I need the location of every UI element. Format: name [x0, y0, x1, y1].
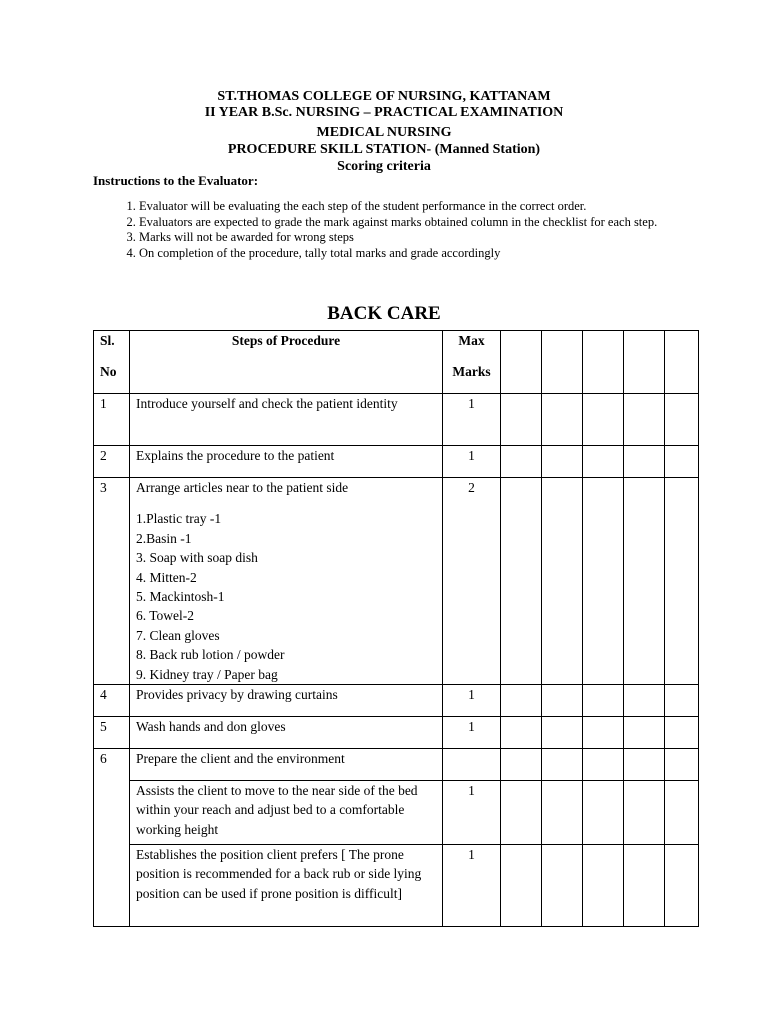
marks-cell[interactable]	[665, 717, 699, 749]
marks-cell[interactable]	[583, 446, 624, 478]
instruction-item: 2. Evaluators are expected to grade the mark against marks obtained column in the checklist for each step.	[139, 215, 729, 231]
marks-cell[interactable]	[624, 478, 665, 685]
marks-cell[interactable]	[501, 781, 542, 845]
instruction-item: 3. Marks will not be awarded for wrong steps	[139, 230, 729, 246]
marks-cell[interactable]	[583, 394, 624, 446]
instruction-item: 4. On completion of the procedure, tally total marks and grade accordingly	[139, 246, 729, 262]
subject-title: MEDICAL NURSING	[316, 125, 452, 140]
step-text: Introduce yourself and check the patient identity	[130, 394, 443, 446]
sl-no-header: Sl. No	[94, 331, 130, 394]
step-number: 4	[94, 685, 130, 717]
instructions-list	[93, 199, 729, 261]
marks-cell[interactable]	[501, 394, 542, 446]
marks-cell[interactable]	[501, 331, 542, 394]
step-text-main: Arrange articles near to the patient side	[136, 480, 349, 495]
marks-cell[interactable]	[665, 446, 699, 478]
marks-cell[interactable]	[624, 394, 665, 446]
articles-list	[136, 509, 436, 684]
marks-cell[interactable]	[542, 446, 583, 478]
step-number: 3	[94, 478, 130, 685]
marks-cell[interactable]	[542, 781, 583, 845]
marks-cell[interactable]	[665, 845, 699, 927]
article-item: 4. Mitten-2	[136, 569, 197, 585]
marks-cell[interactable]	[665, 685, 699, 717]
article-item: 6. Towel-2	[136, 608, 195, 624]
marks-cell[interactable]	[665, 394, 699, 446]
marks-cell[interactable]	[501, 685, 542, 717]
step-text: Assists the client to move to the near side of the bed within your reach and adjust bed to a comfortable working height	[130, 781, 443, 845]
marks-cell[interactable]	[501, 478, 542, 685]
marks-cell[interactable]	[501, 749, 542, 781]
marks-cell[interactable]	[583, 749, 624, 781]
step-number: 2	[94, 446, 130, 478]
max-marks: 1	[443, 446, 501, 478]
table-row	[94, 717, 699, 749]
max-marks: 1	[443, 685, 501, 717]
table-row	[94, 446, 699, 478]
marks-cell[interactable]	[583, 717, 624, 749]
station-title: PROCEDURE SKILL STATION- (Manned Station)	[227, 142, 541, 157]
marks-cell[interactable]	[583, 331, 624, 394]
marks-cell[interactable]	[542, 749, 583, 781]
marks-cell[interactable]	[624, 717, 665, 749]
max-marks: 1	[443, 717, 501, 749]
marks-cell[interactable]	[542, 394, 583, 446]
article-item: 5. Mackintosh-1	[136, 589, 225, 605]
article-item: 2.Basin -1	[136, 530, 192, 546]
college-name: ST.THOMAS COLLEGE OF NURSING, KATTANAM	[217, 89, 551, 104]
marks-cell[interactable]	[624, 685, 665, 717]
exam-title: II YEAR B.Sc. NURSING – PRACTICAL EXAMINATION	[204, 105, 564, 120]
marks-cell[interactable]	[624, 781, 665, 845]
step-text: Wash hands and don gloves	[130, 717, 443, 749]
max-marks: 1	[443, 394, 501, 446]
table-row	[94, 478, 699, 685]
marks-cell[interactable]	[542, 478, 583, 685]
article-item: 8. Back rub lotion / powder	[136, 647, 285, 663]
marks-cell[interactable]	[501, 717, 542, 749]
article-item: 3. Soap with soap dish	[136, 550, 258, 566]
table-header-row	[94, 331, 699, 394]
max-marks: 1	[443, 845, 501, 927]
article-item: 9. Kidney tray / Paper bag	[136, 666, 278, 682]
marks-cell[interactable]	[542, 331, 583, 394]
step-text: Establishes the position client prefers [ The prone position is recommended for a back rub or side lying position can be used if prone position is difficult]	[130, 845, 443, 927]
marks-cell[interactable]	[624, 845, 665, 927]
max-marks-header: Max Marks	[443, 331, 501, 394]
marks-cell[interactable]	[542, 717, 583, 749]
table-row	[94, 845, 699, 927]
marks-cell[interactable]	[583, 478, 624, 685]
table-row	[94, 685, 699, 717]
marks-cell[interactable]	[583, 845, 624, 927]
table-row	[94, 781, 699, 845]
step-number: 6	[94, 749, 130, 927]
marks-cell[interactable]	[665, 749, 699, 781]
max-marks	[443, 749, 501, 781]
step-text: Explains the procedure to the patient	[130, 446, 443, 478]
marks-cell[interactable]	[583, 685, 624, 717]
max-marks: 1	[443, 781, 501, 845]
marks-cell[interactable]	[501, 845, 542, 927]
step-text: Prepare the client and the environment	[130, 749, 443, 781]
step-number: 1	[94, 394, 130, 446]
marks-cell[interactable]	[583, 781, 624, 845]
table-row	[94, 749, 699, 781]
step-number: 5	[94, 717, 130, 749]
marks-cell[interactable]	[665, 478, 699, 685]
marks-cell[interactable]	[624, 446, 665, 478]
instruction-item: 1. Evaluator will be evaluating the each step of the student performance in the correct order.	[139, 199, 729, 215]
steps-header: Steps of Procedure	[130, 331, 443, 394]
marks-cell[interactable]	[624, 749, 665, 781]
step-text	[130, 478, 443, 685]
marks-cell[interactable]	[501, 446, 542, 478]
marks-cell[interactable]	[665, 331, 699, 394]
marks-cell[interactable]	[665, 781, 699, 845]
procedure-checklist-table	[93, 330, 699, 927]
scoring-criteria-title: Scoring criteria	[337, 159, 431, 174]
article-item: 1.Plastic tray -1	[136, 511, 222, 527]
marks-cell[interactable]	[542, 845, 583, 927]
table-row	[94, 394, 699, 446]
step-text: Provides privacy by drawing curtains	[130, 685, 443, 717]
marks-cell[interactable]	[624, 331, 665, 394]
marks-cell[interactable]	[542, 685, 583, 717]
article-item: 7. Clean gloves	[136, 627, 220, 643]
instructions-heading: Instructions to the Evaluator:	[93, 173, 259, 188]
procedure-title: BACK CARE	[327, 303, 441, 324]
max-marks: 2	[443, 478, 501, 685]
